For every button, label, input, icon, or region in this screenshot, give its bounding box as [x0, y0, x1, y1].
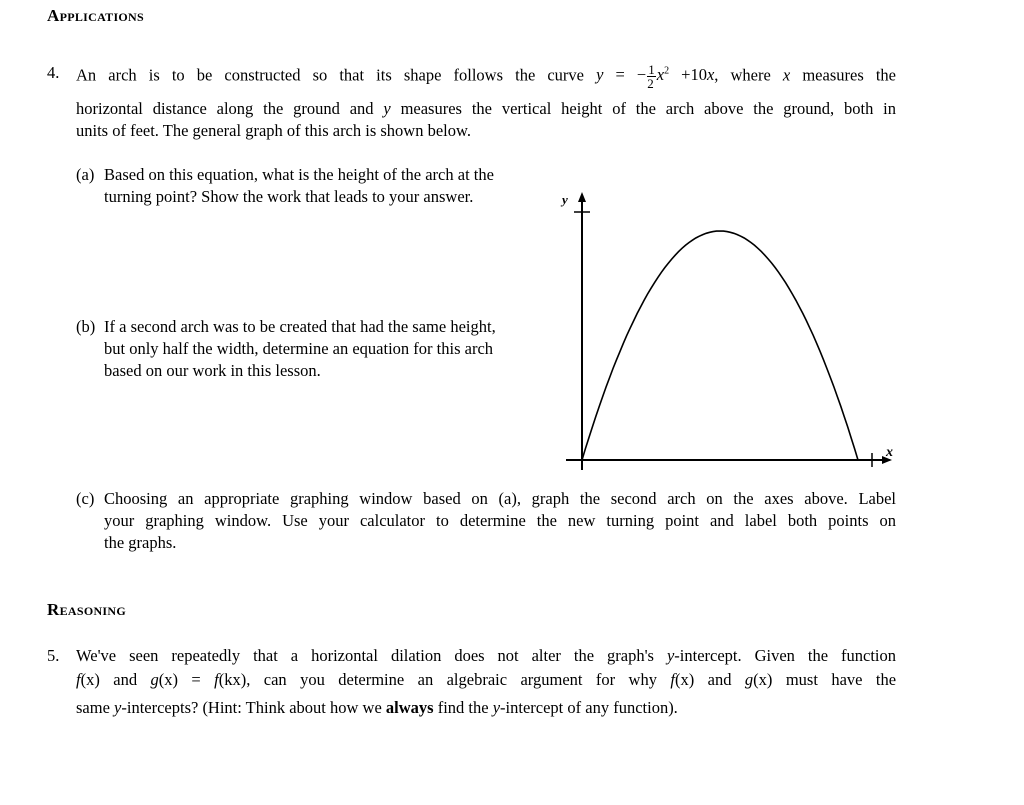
arch-curve [582, 231, 858, 460]
eq-fraction [647, 63, 656, 90]
part-b-label: (b) [76, 317, 96, 336]
q5-fx-2: f(x) [670, 670, 695, 689]
question-5-line-3: same y-intercepts? (Hint: Think about how we always find the y-intercept of any function). [76, 698, 678, 717]
eq-rest: +10 [669, 65, 707, 85]
part-c-label: (c) [76, 489, 95, 508]
question-5-line-1 [76, 646, 896, 666]
q5-text: We've seen repeatedly that a horizontal dilation does not alter the graph's [76, 646, 654, 665]
q5-text: must have the [785, 670, 897, 689]
part-b-line-3: based on our work in this lesson. [104, 361, 321, 380]
y-axis-arrow [578, 192, 586, 202]
eq-y: y [596, 65, 604, 85]
part-a-line-1: Based on this equation, what is the height of the arch at the [104, 165, 494, 184]
q4-text: measures the vertical height of the arch above the ground, both in [400, 99, 896, 118]
q4-var-x: x [782, 65, 791, 85]
q4-text: horizontal distance along the ground and [76, 99, 374, 118]
part-c-line-1: Choosing an appropriate graphing window based on (a), graph the second arch on the axes above. Label [104, 489, 896, 508]
eq-exp: 2 [664, 65, 670, 77]
eq-frac-den: 2 [647, 76, 654, 91]
y-axis-label: y [562, 192, 568, 207]
question-4-number: 4. [47, 63, 60, 82]
question-4-line-3: units of feet. The general graph of this arch is shown below. [76, 121, 471, 140]
section-heading-applications: Applications [47, 6, 144, 25]
q4-text: An arch is to be constructed so that its shape follows the curve [76, 65, 585, 85]
question-5-number: 5. [47, 646, 60, 665]
part-c-line-2: your graphing window. Use your calculator to determine the new turning point and label both points on [104, 511, 896, 530]
eq-equals: = − [603, 65, 647, 85]
q5-text: , can you determine an algebraic argument for why [246, 670, 657, 689]
q5-text: -intercept. Given the function [674, 646, 897, 665]
q4-var-y: y [383, 99, 391, 118]
q5-gx-def: g(x) = f(kx) [150, 670, 247, 689]
q4-text: measures the [802, 65, 896, 85]
q5-text: and [113, 670, 138, 689]
question-5-line-2 [76, 670, 896, 690]
arch-graph [560, 188, 900, 478]
part-a-label: (a) [76, 165, 95, 184]
q4-text: , where [714, 65, 771, 85]
section-heading-reasoning: Reasoning [47, 600, 126, 619]
eq-frac-num: 1 [648, 62, 655, 77]
question-4-line-1 [76, 63, 896, 90]
eq-x: x [656, 65, 665, 85]
q4-equation [596, 62, 715, 91]
q5-gx-2: g(x) [744, 670, 773, 689]
part-a-line-2: turning point? Show the work that leads to your answer. [104, 187, 474, 206]
q5-var-y: y [666, 646, 675, 665]
q5-text: and [707, 670, 732, 689]
question-4-line-2 [76, 99, 896, 119]
part-b-line-2: but only half the width, determine an equation for this arch [104, 339, 494, 358]
q5-bold-always: always [385, 698, 434, 717]
part-b-line-1: If a second arch was to be created that had the same height, [104, 317, 496, 336]
eq-x2: x [706, 65, 715, 85]
q5-fx: f(x) [76, 670, 100, 689]
x-axis-label: x [886, 445, 893, 460]
part-c-line-3: the graphs. [104, 533, 177, 552]
